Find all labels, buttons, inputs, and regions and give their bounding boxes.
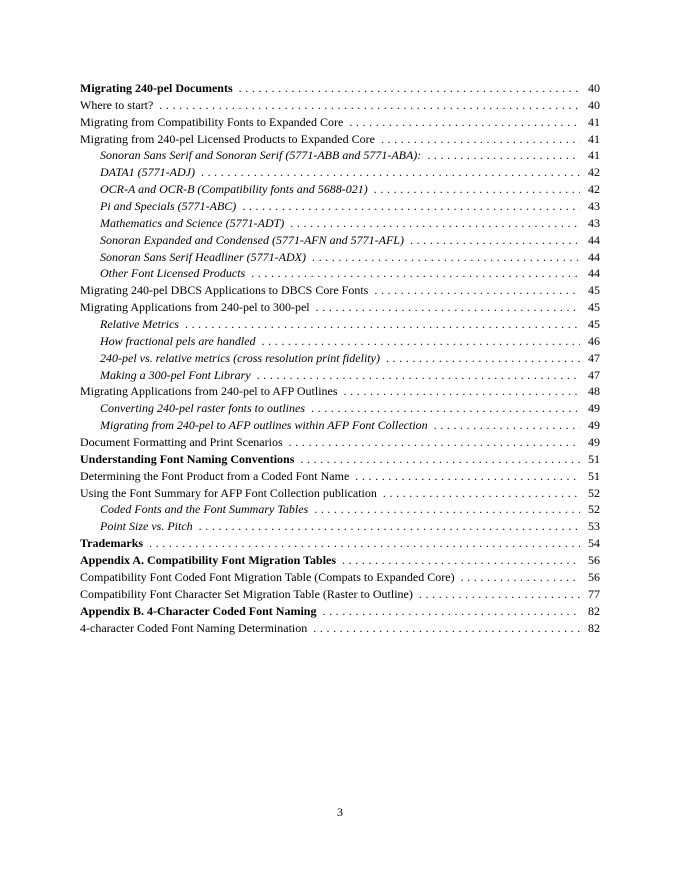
toc-entry[interactable] — [80, 501, 600, 518]
dot-leader — [374, 181, 580, 198]
toc-entry-title: Where to start? — [80, 97, 154, 112]
toc-entry-page: 82 — [588, 620, 600, 635]
toc-entry-title: Migrating from 240-pel Licensed Products to Expanded Core — [80, 131, 375, 146]
toc-entry-title: Migrating 240-pel Documents — [80, 81, 233, 95]
toc-entry[interactable] — [80, 299, 600, 316]
toc-entry-title: OCR-A and OCR-B (Compatibility fonts and 5688-021) — [100, 182, 368, 197]
dot-leader — [313, 620, 580, 637]
toc-entry-page: 40 — [588, 81, 600, 95]
toc-entry[interactable] — [80, 131, 600, 148]
toc-entry[interactable] — [80, 215, 600, 232]
toc-entry-page: 56 — [588, 569, 600, 584]
toc-entry-title: Trademarks — [80, 536, 144, 551]
toc-entry[interactable] — [80, 147, 600, 164]
toc-entry[interactable] — [80, 316, 600, 333]
toc-entry[interactable] — [80, 181, 600, 198]
toc-entry[interactable] — [80, 535, 600, 552]
toc-entry-title: Migrating Applications from 240-pel to AFP Outlines — [80, 384, 338, 399]
toc-entry-title: How fractional pels are handled — [100, 333, 256, 348]
toc-entry-page: 44 — [588, 249, 600, 264]
dot-leader — [300, 451, 580, 468]
toc-entry-page: 45 — [588, 283, 600, 298]
toc-entry-page: 51 — [588, 468, 600, 483]
dot-leader — [461, 569, 580, 586]
toc-entry[interactable] — [80, 485, 600, 502]
dot-leader — [314, 501, 580, 518]
table-of-contents — [80, 80, 600, 636]
dot-leader — [311, 400, 580, 417]
toc-entry-page: 40 — [588, 97, 600, 112]
toc-entry-title: Making a 300-pel Font Library — [100, 367, 251, 382]
dot-leader — [185, 316, 580, 333]
toc-entry[interactable] — [80, 232, 600, 249]
toc-entry-page: 44 — [588, 232, 600, 247]
toc-entry-title: Migrating 240-pel DBCS Applications to DBCS Core Fonts — [80, 283, 369, 298]
toc-entry-title: Mathematics and Science (5771-ADT) — [100, 215, 285, 230]
toc-entry-page: 45 — [588, 300, 600, 315]
toc-entry-title: Migrating from Compatibility Fonts to Expanded Core — [80, 114, 344, 129]
toc-entry-title: Converting 240-pel raster fonts to outlines — [100, 401, 305, 416]
toc-entry-page: 52 — [588, 485, 600, 500]
toc-entry-page: 49 — [588, 435, 600, 450]
toc-entry[interactable] — [80, 114, 600, 131]
toc-entry[interactable] — [80, 97, 600, 114]
toc-entry-page: 48 — [588, 384, 600, 399]
dot-leader — [374, 282, 580, 299]
toc-entry-title: DATA1 (5771-ADJ) — [100, 165, 195, 180]
toc-entry-page: 56 — [588, 553, 600, 568]
toc-entry-page: 47 — [588, 350, 600, 365]
toc-entry-title: Sonoran Expanded and Condensed (5771-AFN and 5771-AFL) — [100, 232, 404, 247]
dot-leader — [149, 535, 580, 552]
toc-entry-page: 52 — [588, 502, 600, 517]
toc-entry[interactable] — [80, 518, 600, 535]
dot-leader — [239, 80, 580, 97]
dot-leader — [242, 198, 580, 215]
toc-entry-page: 43 — [588, 215, 600, 230]
toc-entry-title: Point Size vs. Pitch — [100, 519, 193, 534]
toc-entry-title: Pi and Specials (5771-ABC) — [100, 199, 237, 214]
toc-entry[interactable] — [80, 620, 600, 637]
dot-leader — [386, 350, 580, 367]
toc-entry-page: 42 — [588, 165, 600, 180]
toc-entry-page: 49 — [588, 401, 600, 416]
dot-leader — [419, 586, 580, 603]
toc-entry-title: 4-character Coded Font Naming Determination — [80, 620, 308, 635]
toc-entry-title: Coded Fonts and the Font Summary Tables — [100, 502, 309, 517]
toc-entry-page: 43 — [588, 199, 600, 214]
toc-entry-title: Sonoran Sans Serif and Sonoran Serif (5771-ABB and 5771-ABA): — [100, 148, 422, 163]
dot-leader — [383, 485, 580, 502]
dot-leader — [289, 434, 580, 451]
dot-leader — [251, 265, 580, 282]
toc-entry[interactable] — [80, 198, 600, 215]
toc-entry[interactable] — [80, 569, 600, 586]
toc-entry-title: Sonoran Sans Serif Headliner (5771-ADX) — [100, 249, 306, 264]
dot-leader — [159, 97, 580, 114]
toc-entry[interactable] — [80, 451, 600, 468]
toc-entry-title: 240-pel vs. relative metrics (cross resolution print fidelity) — [100, 350, 380, 365]
toc-entry-title: Determining the Font Product from a Coded Font Name — [80, 468, 350, 483]
toc-entry-title: Relative Metrics — [100, 317, 179, 332]
dot-leader — [322, 603, 580, 620]
dot-leader — [257, 367, 580, 384]
toc-entry[interactable] — [80, 586, 600, 603]
dot-leader — [434, 417, 580, 434]
toc-entry[interactable] — [80, 383, 600, 400]
dot-leader — [290, 215, 580, 232]
toc-entry-title: Document Formatting and Print Scenarios — [80, 435, 283, 450]
toc-entry-page: 53 — [588, 519, 600, 534]
toc-entry-title: Appendix A. Compatibility Font Migration Tables — [80, 553, 337, 568]
toc-entry-page: 49 — [588, 418, 600, 433]
page-number: 3 — [337, 805, 343, 819]
dot-leader — [427, 147, 580, 164]
toc-entry-page: 82 — [588, 603, 600, 618]
dot-leader — [410, 232, 580, 249]
dot-leader — [312, 249, 580, 266]
dot-leader — [201, 164, 580, 181]
toc-entry-page: 51 — [588, 451, 600, 466]
toc-entry-title: Compatibility Font Character Set Migration Table (Raster to Outline) — [80, 586, 413, 601]
dot-leader — [344, 383, 580, 400]
toc-entry[interactable] — [80, 249, 600, 266]
toc-entry-page: 77 — [588, 586, 600, 601]
dot-leader — [355, 468, 580, 485]
toc-entry[interactable] — [80, 434, 600, 451]
toc-entry-page: 54 — [588, 536, 600, 551]
toc-entry[interactable] — [80, 333, 600, 350]
toc-entry[interactable] — [80, 80, 600, 97]
toc-entry-title: Migrating from 240-pel to AFP outlines within AFP Font Collection — [100, 418, 428, 433]
toc-entry-page: 42 — [588, 182, 600, 197]
toc-entry-page: 41 — [588, 148, 600, 163]
toc-entry[interactable] — [80, 400, 600, 417]
toc-entry[interactable] — [80, 552, 600, 569]
dot-leader — [199, 518, 580, 535]
toc-entry[interactable] — [80, 350, 600, 367]
dot-leader — [316, 299, 580, 316]
toc-entry-title: Other Font Licensed Products — [100, 266, 246, 281]
toc-entry-page: 44 — [588, 266, 600, 281]
dot-leader — [349, 114, 580, 131]
toc-entry[interactable] — [80, 265, 600, 282]
toc-entry-title: Migrating Applications from 240-pel to 300-pel — [80, 300, 310, 315]
toc-entry-page: 41 — [588, 114, 600, 129]
toc-entry-page: 47 — [588, 367, 600, 382]
toc-entry-page: 41 — [588, 131, 600, 146]
toc-entry-title: Understanding Font Naming Conventions — [80, 451, 295, 466]
dot-leader — [381, 131, 580, 148]
toc-entry[interactable] — [80, 164, 600, 181]
toc-entry-title: Appendix B. 4-Character Coded Font Naming — [80, 603, 317, 618]
toc-entry[interactable] — [80, 603, 600, 620]
toc-entry-title: Using the Font Summary for AFP Font Collection publication — [80, 485, 377, 500]
toc-entry-title: Compatibility Font Coded Font Migration Table (Compats to Expanded Core) — [80, 569, 455, 584]
dot-leader — [262, 333, 580, 350]
toc-entry[interactable] — [80, 367, 600, 384]
toc-entry[interactable] — [80, 282, 600, 299]
dot-leader — [342, 552, 580, 569]
toc-entry[interactable] — [80, 468, 600, 485]
toc-entry-page: 45 — [588, 317, 600, 332]
toc-entry[interactable] — [80, 417, 600, 434]
toc-entry-page: 46 — [588, 333, 600, 348]
